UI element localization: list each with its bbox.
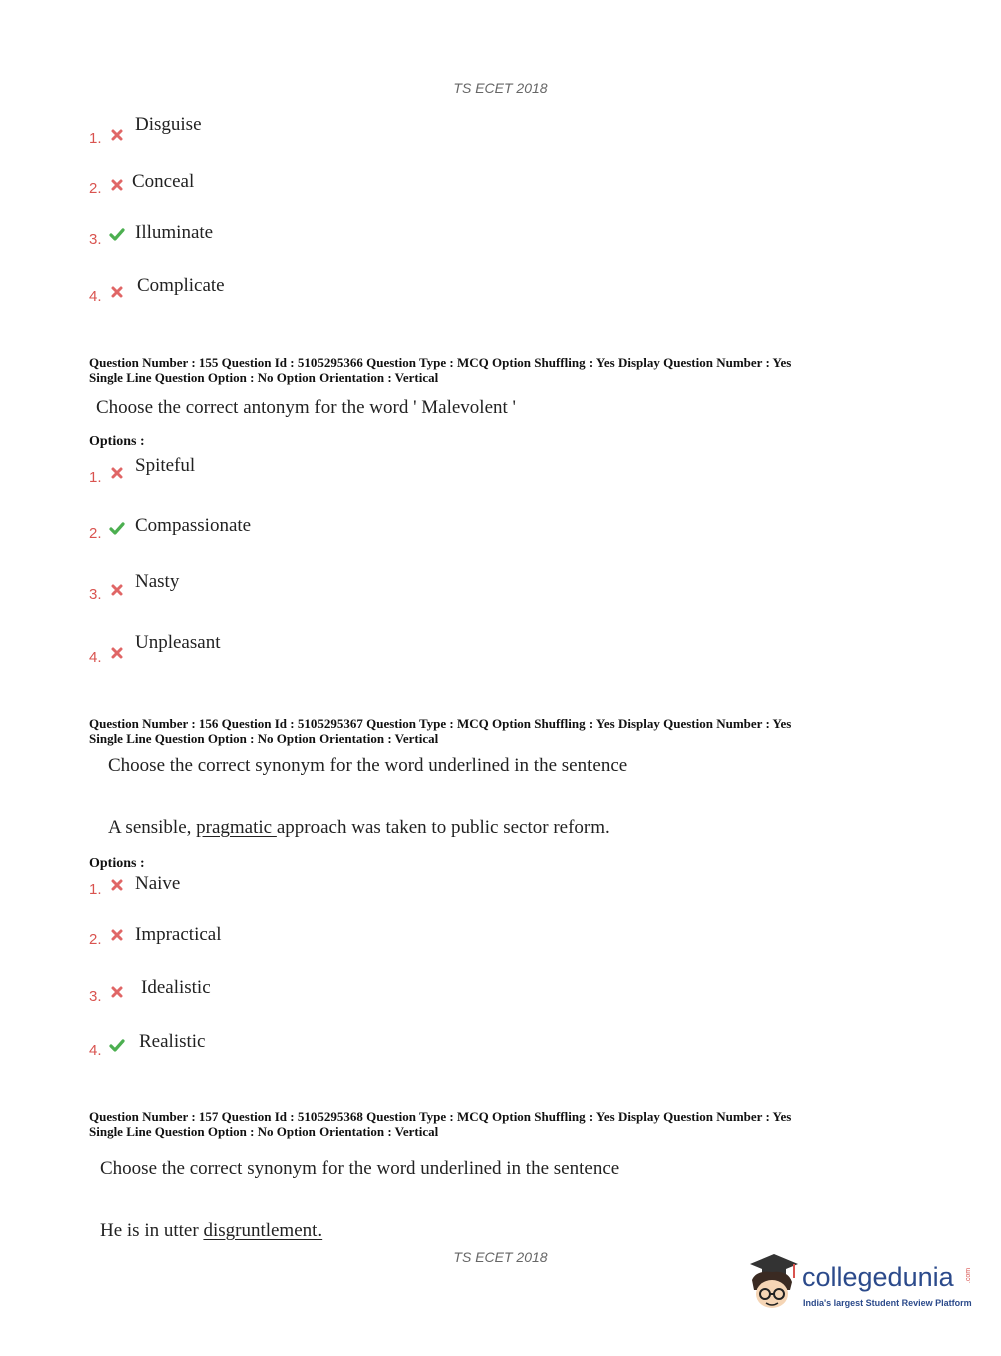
brand-name: collegedunia [802, 1262, 954, 1292]
option-text: Conceal [132, 171, 195, 192]
question-sentence [108, 817, 610, 839]
option-text: Naive [135, 873, 181, 894]
brand-suffix: .com [965, 1267, 973, 1284]
page-header: TS ECET 2018 [453, 80, 548, 96]
option-number: 4. [89, 1042, 102, 1059]
sentence-part: He is in utter [100, 1220, 204, 1241]
option-number: 2. [89, 931, 102, 948]
cross-icon [108, 983, 126, 1001]
question-sentence [100, 1220, 322, 1242]
option-text: Idealistic [141, 977, 211, 998]
option-text: Impractical [135, 924, 222, 945]
option-text: Disguise [135, 114, 202, 135]
cross-icon [108, 876, 126, 894]
underlined-word: disgruntlement. [203, 1220, 323, 1241]
option-number: 4. [89, 288, 102, 305]
check-icon [108, 1037, 126, 1055]
option-text: Realistic [139, 1031, 206, 1052]
brand-tagline: India's largest Student Review Platform [803, 1298, 972, 1308]
question-meta: Single Line Question Option : No Option Orientation : Vertical [89, 731, 439, 746]
question-meta: Single Line Question Option : No Option Orientation : Vertical [89, 1124, 439, 1139]
sentence-part: approach was taken to public sector reform. [276, 817, 610, 838]
page-footer: TS ECET 2018 [453, 1249, 548, 1265]
option-text: Compassionate [135, 515, 252, 536]
option-number: 1. [89, 130, 102, 147]
option-number: 1. [89, 469, 102, 486]
check-icon [108, 226, 126, 244]
cross-icon [108, 581, 126, 599]
option-number: 3. [89, 586, 102, 603]
question-meta: Question Number : 155 Question Id : 5105295366 Question Type : MCQ Option Shuffling : Yes Display Question Number : Yes [89, 355, 792, 370]
option-text: Unpleasant [135, 632, 221, 653]
cross-icon [108, 283, 126, 301]
option-number: 2. [89, 180, 102, 197]
option-text: Complicate [137, 275, 225, 296]
option-number: 3. [89, 988, 102, 1005]
question-text: Choose the correct synonym for the word underlined in the sentence [100, 1158, 620, 1179]
question-text: Choose the correct antonym for the word ' Malevolent ' [96, 397, 516, 418]
options-label: Options : [89, 856, 145, 871]
mascot-icon [744, 1250, 800, 1318]
cross-icon [108, 126, 126, 144]
cross-icon [108, 464, 126, 482]
option-number: 3. [89, 231, 102, 248]
option-number: 2. [89, 525, 102, 542]
option-text: Illuminate [135, 222, 214, 243]
question-meta: Question Number : 157 Question Id : 5105295368 Question Type : MCQ Option Shuffling : Yes Display Question Number : Yes [89, 1109, 792, 1124]
option-text: Spiteful [135, 455, 196, 476]
options-label: Options : [89, 434, 145, 449]
cross-icon [108, 926, 126, 944]
question-meta: Single Line Question Option : No Option Orientation : Vertical [89, 370, 439, 385]
cross-icon [108, 644, 126, 662]
question-text: Choose the correct synonym for the word underlined in the sentence [108, 755, 628, 776]
underlined-word: pragmatic [196, 817, 277, 838]
cross-icon [108, 176, 126, 194]
brand-logo [744, 1250, 974, 1320]
question-meta: Question Number : 156 Question Id : 5105295367 Question Type : MCQ Option Shuffling : Yes Display Question Number : Yes [89, 716, 792, 731]
check-icon [108, 520, 126, 538]
option-number: 4. [89, 649, 102, 666]
sentence-part: A sensible, [108, 817, 197, 838]
option-text: Nasty [135, 571, 180, 592]
option-number: 1. [89, 881, 102, 898]
